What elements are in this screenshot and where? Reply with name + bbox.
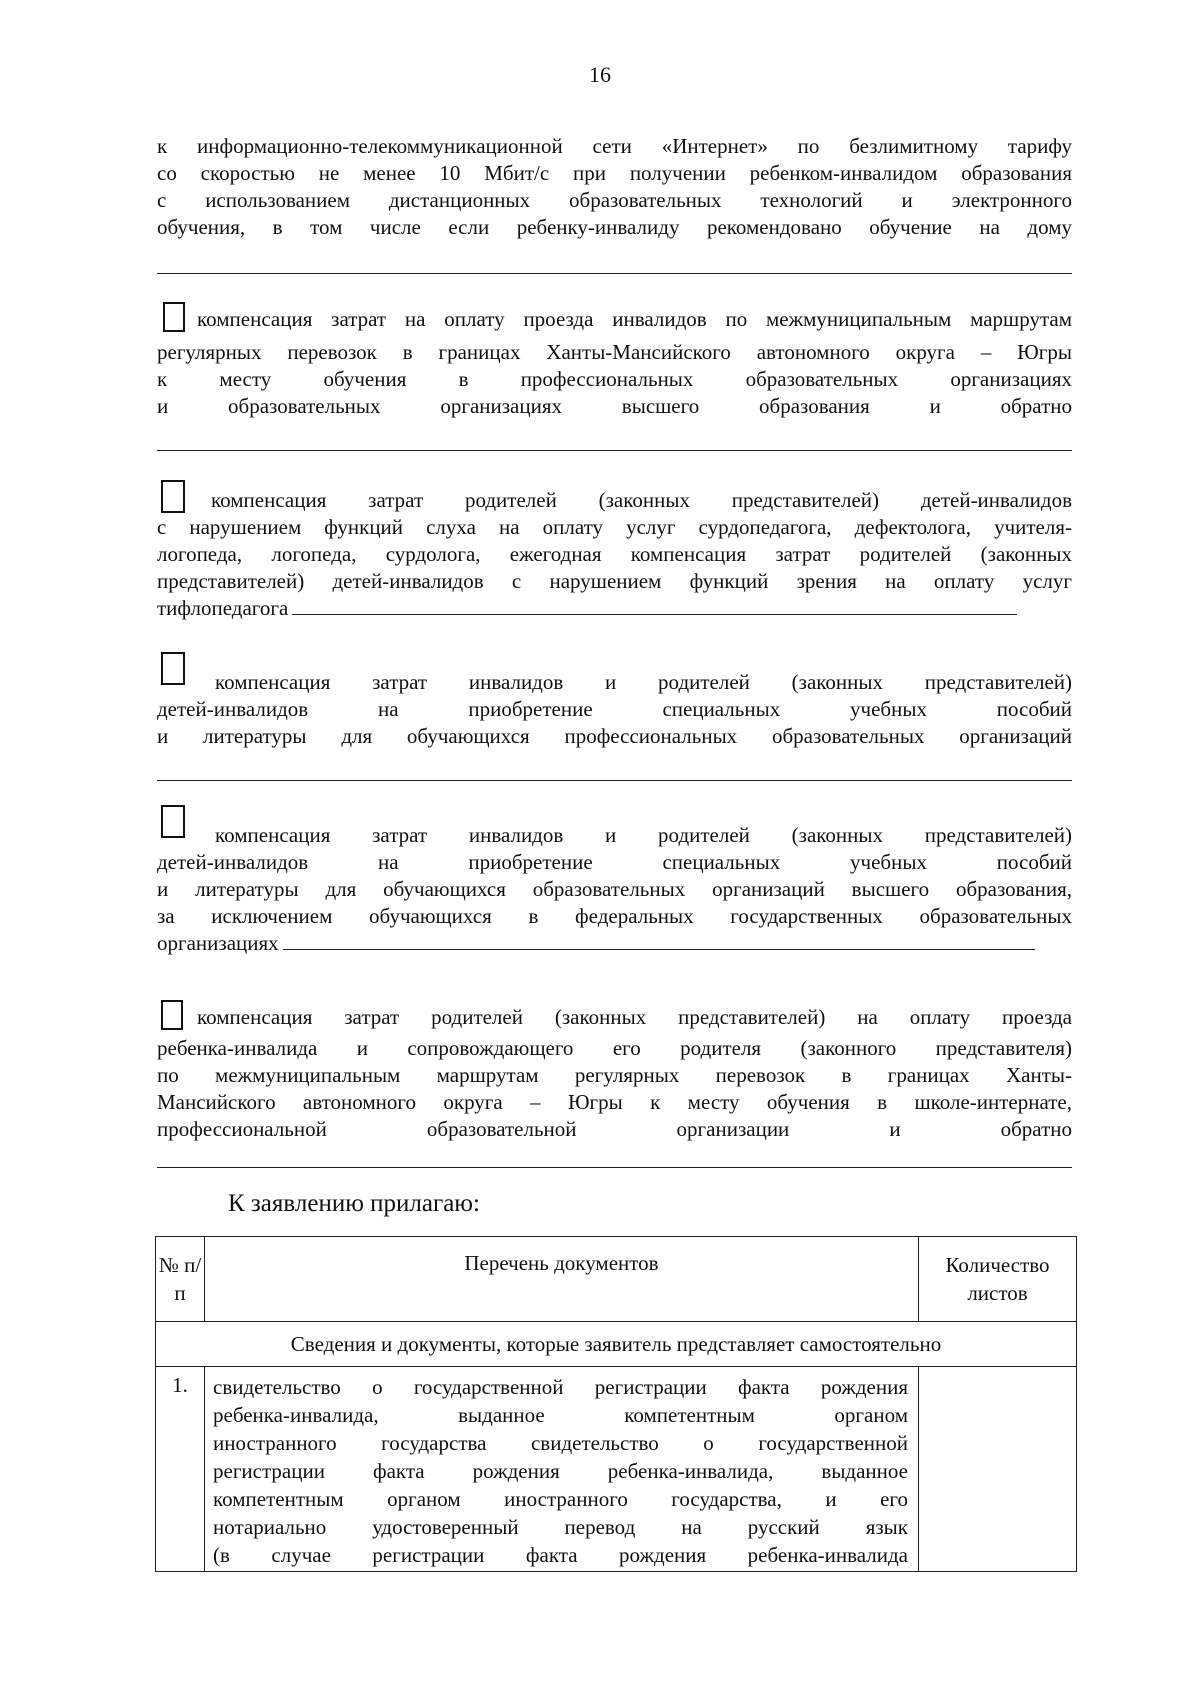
section-title: Сведения и документы, которые заявитель представляет самостоятельно — [156, 1322, 1077, 1367]
option-specialist-services — [157, 480, 1072, 622]
documents-table — [155, 1236, 1077, 1572]
header-num: № п/п — [156, 1237, 205, 1322]
option-line: регулярных перевозок в границах Ханты-Мансийского автономного округа – Югры — [157, 340, 1072, 364]
intro-line: к информационно-телекоммуникационной сети «Интернет» по безлимитному тарифу — [157, 134, 1072, 158]
option-checkbox[interactable] — [163, 302, 185, 332]
option-line: профессиональной образовательной организации и обратно — [157, 1117, 1072, 1141]
row-line: ребенка-инвалида, выданное компетентным органом — [213, 1403, 908, 1427]
option-label: компенсация затрат инвалидов и родителей (законных представителей) — [215, 823, 1072, 847]
row-text — [205, 1367, 919, 1572]
option-label: компенсация затрат на оплату проезда инвалидов по межмуниципальным маршрутам — [197, 307, 1072, 331]
option-label: компенсация затрат родителей (законных представителей) детей-инвалидов — [211, 488, 1072, 512]
option-line: детей-инвалидов на приобретение специальных учебных пособий — [157, 850, 1072, 874]
option-first-line — [157, 805, 1072, 849]
option-line: за исключением обучающихся в федеральных государственных образовательных — [157, 904, 1072, 928]
option-label: компенсация затрат инвалидов и родителей (законных представителей) — [215, 670, 1072, 694]
intro-line: со скоростью не менее 10 Мбит/с при получении ребенком-инвалидом образования — [157, 161, 1072, 185]
option-tail-line — [157, 930, 1072, 957]
table-row — [156, 1367, 1077, 1572]
intro-line: обучения, в том числе если ребенку-инвалиду рекомендовано обучение на дому — [157, 215, 1072, 239]
row-line: компетентным органом иностранного государства, и его — [213, 1487, 908, 1511]
option-first-line — [157, 1000, 1072, 1031]
table-header-row — [156, 1237, 1077, 1322]
option-checkbox[interactable] — [161, 480, 185, 513]
option-tail-line — [157, 595, 1072, 622]
intro-paragraph — [157, 133, 1072, 241]
option-first-line — [157, 302, 1072, 333]
option-line: и литературы для обучающихся профессиональных образовательных организаций — [157, 724, 1072, 748]
header-qty: Количество листов — [919, 1237, 1077, 1322]
option-checkbox[interactable] — [161, 805, 185, 838]
fill-line — [292, 596, 1017, 615]
fill-line — [283, 931, 1035, 950]
option-line: по межмуниципальным маршрутам регулярных перевозок в границах Ханты- — [157, 1063, 1072, 1087]
header-list: Перечень документов — [205, 1237, 919, 1322]
option-transport-parents — [157, 1000, 1072, 1143]
option-tail: организациях — [157, 931, 279, 955]
row-line: нотариально удостоверенный перевод на русский язык — [213, 1515, 908, 1539]
fill-line — [157, 273, 1072, 274]
option-checkbox[interactable] — [161, 652, 185, 685]
option-tail: тифлопедагога — [157, 596, 289, 620]
option-checkbox[interactable] — [161, 1000, 183, 1030]
option-line: Мансийского автономного округа – Югры к месту обучения в школе-интернате, — [157, 1090, 1072, 1114]
option-first-line — [157, 480, 1072, 514]
row-line: регистрации факта рождения ребенка-инвалида, выданное — [213, 1459, 908, 1483]
option-line: логопеда, логопеда, сурдолога, ежегодная компенсация затрат родителей (законных — [157, 542, 1072, 566]
option-textbooks-higher — [157, 805, 1072, 957]
option-line: ребенка-инвалида и сопровождающего его родителя (законного представителя) — [157, 1036, 1072, 1060]
table-section-row — [156, 1322, 1077, 1367]
page-number: 16 — [589, 62, 611, 87]
option-line: представителей) детей-инвалидов с нарушением функций зрения на оплату услуг — [157, 569, 1072, 593]
row-line: свидетельство о государственной регистрации факта рождения — [213, 1375, 908, 1399]
row-qty[interactable] — [919, 1367, 1077, 1572]
fill-line — [157, 1167, 1072, 1168]
option-line: и литературы для обучающихся образовательных организаций высшего образования, — [157, 877, 1072, 901]
intro-line: с использованием дистанционных образовательных технологий и электронного — [157, 188, 1072, 212]
option-transport-disabled — [157, 302, 1072, 420]
attachments-title: К заявлению прилагаю: — [228, 1190, 480, 1217]
fill-line — [157, 450, 1072, 451]
row-num: 1. — [156, 1367, 205, 1572]
row-line: иностранного государства свидетельство о государственной — [213, 1431, 908, 1455]
option-line: к месту обучения в профессиональных образовательных организациях — [157, 367, 1072, 391]
option-label: компенсация затрат родителей (законных представителей) на оплату проезда — [197, 1005, 1072, 1029]
fill-line — [157, 780, 1072, 781]
option-textbooks-professional — [157, 652, 1072, 750]
option-line: детей-инвалидов на приобретение специальных учебных пособий — [157, 697, 1072, 721]
row-line: (в случае регистрации факта рождения ребенка-инвалида — [213, 1543, 908, 1567]
option-line: с нарушением функций слуха на оплату услуг сурдопедагога, дефектолога, учителя- — [157, 515, 1072, 539]
option-line: и образовательных организациях высшего образования и обратно — [157, 394, 1072, 418]
option-first-line — [157, 652, 1072, 696]
